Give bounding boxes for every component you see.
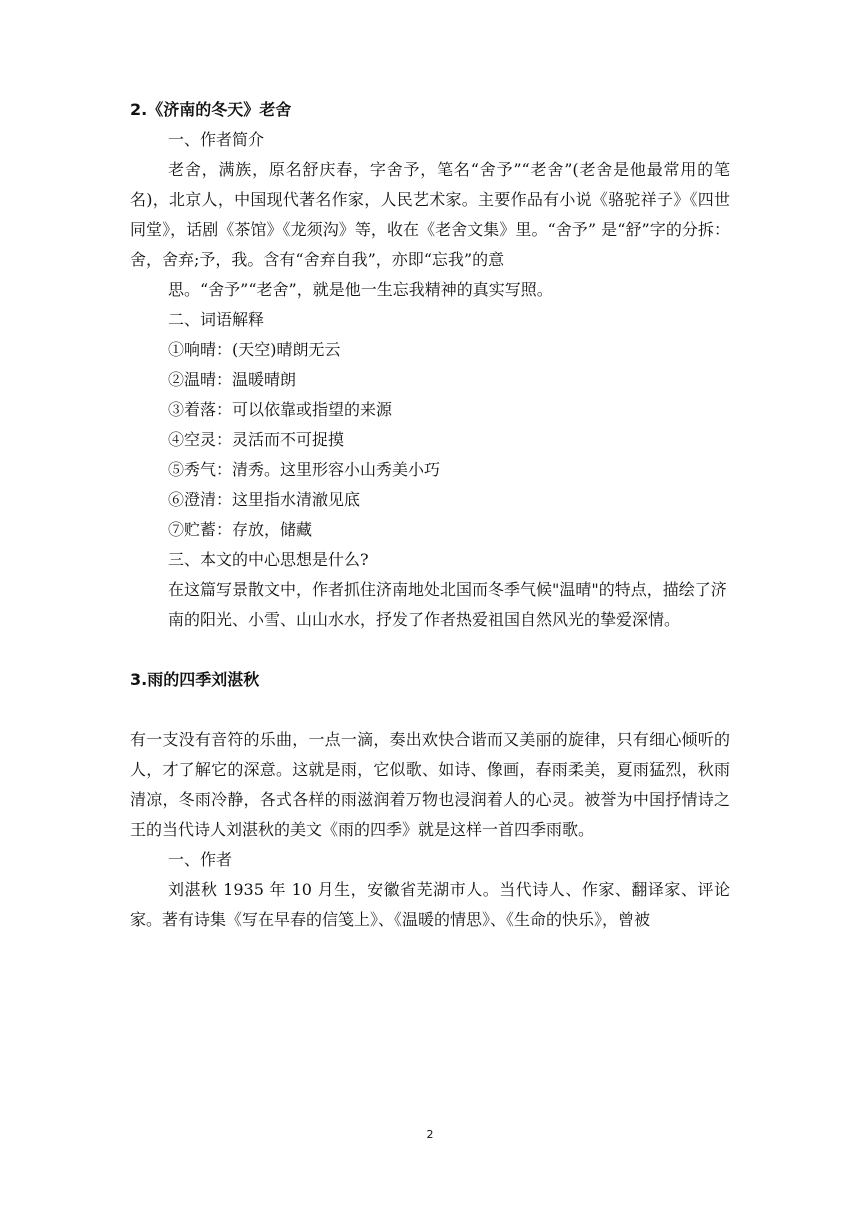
theme-paragraph: 在这篇写景散文中，作者抓住济南地处北国而冬季气候"温晴"的特点，描绘了济	[168, 580, 727, 599]
vocab-item: ③着落：可以依靠或指望的来源	[168, 400, 393, 419]
spacer	[130, 635, 730, 665]
author-intro-title: 一、作者简介	[168, 130, 265, 149]
page-number: 2	[426, 1128, 434, 1141]
author-intro-paragraph-continued: 思。“舍予”“老舍”，就是他一生忘我精神的真实写照。	[168, 280, 553, 299]
author-intro-paragraph: 老舍，满族，原名舒庆春，字舍予，笔名“舍予”“老舍”(老舍是他最常用的笔名)，北京人，中国现代著名作家，人民艺术家。主要作品有小说《骆驼祥子》《四世同堂》，话剧《茶馆》《龙须沟》等，收在《老舍文集》里。“舍予” 是“舒”字的分拆：舍，舍弃;予，我。含有“舍弃自我”，亦即“忘我”的意	[130, 160, 730, 269]
vocab-item: ①响晴：(天空)晴朗无云	[168, 340, 341, 359]
page-content	[130, 95, 730, 935]
vocab-item: ⑥澄清：这里指水清澈见底	[168, 490, 361, 509]
vocab-title: 二、词语解释	[168, 310, 265, 329]
rain-author-title: 一、作者	[168, 850, 233, 869]
vocab-item: ②温晴：温暖晴朗	[168, 370, 297, 389]
section-2-heading: 2.《济南的冬天》老舍	[130, 100, 292, 119]
theme-paragraph-continued: 南的阳光、小雪、山山水水，抒发了作者热爱祖国自然风光的挚爱深情。	[168, 610, 681, 629]
vocab-item: ⑤秀气：清秀。这里形容小山秀美小巧	[168, 460, 441, 479]
vocab-item: ④空灵：灵活而不可捉摸	[168, 430, 345, 449]
spacer	[130, 695, 730, 725]
rain-intro-paragraph: 有一支没有音符的乐曲，一点一滴，奏出欢快合谐而又美丽的旋律，只有细心倾听的人，才了解它的深意。这就是雨，它似歌、如诗、像画，春雨柔美，夏雨猛烈，秋雨清凉，冬雨冷静，各式各样的雨滋润着万物也浸润着人的心灵。被誉为中国抒情诗之王的当代诗人刘湛秋的美文《雨的四季》就是这样一首四季雨歌。	[130, 730, 730, 839]
vocab-item: ⑦贮蓄：存放，储藏	[168, 520, 313, 539]
theme-title: 三、本文的中心思想是什么?	[168, 550, 369, 569]
section-3-heading: 3.雨的四季刘湛秋	[130, 670, 260, 689]
rain-author-paragraph: 刘湛秋 1935 年 10 月生，安徽省芜湖市人。当代诗人、作家、翻译家、评论家。著有诗集《写在早春的信笺上》、《温暖的情思》、《生命的快乐》，曾被	[130, 880, 730, 929]
